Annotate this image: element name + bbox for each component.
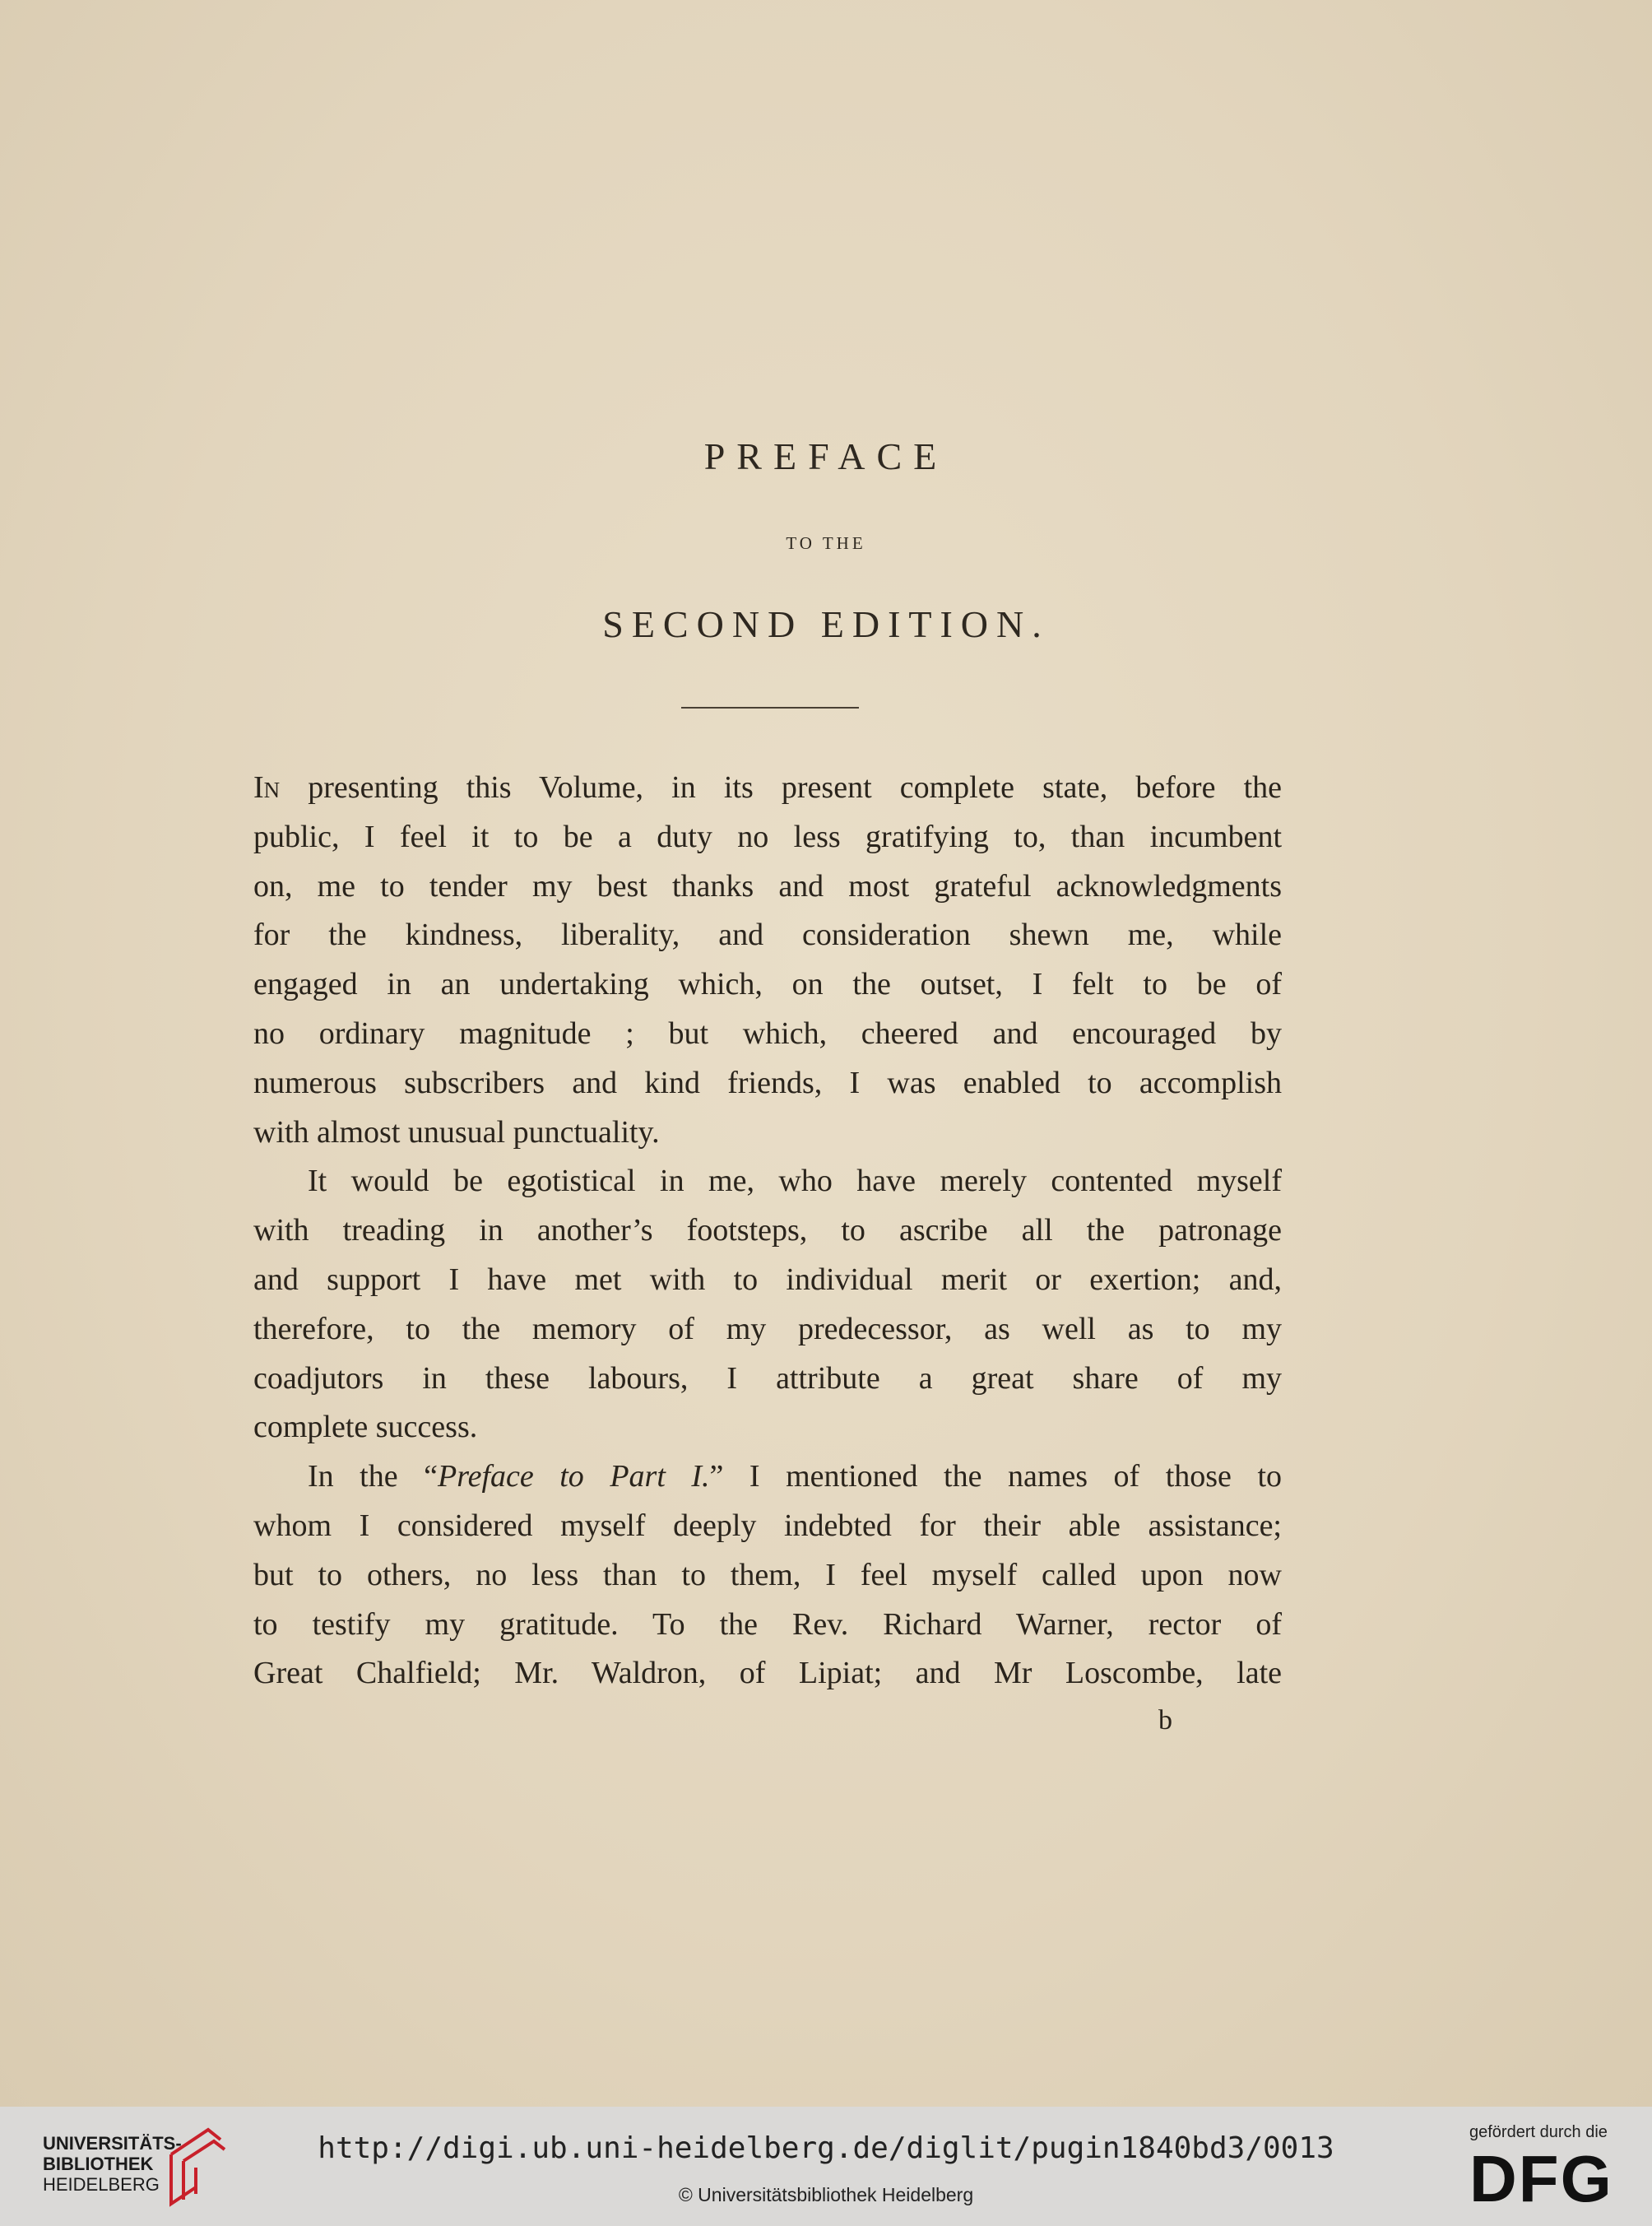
to-the-heading: TO THE [786,533,866,553]
signature-mark: b [1158,1705,1172,1736]
text-line: complete success. [253,1410,478,1445]
text-line: engaged in an undertaking which, on the outset, I felt to be of [253,967,1282,1002]
text-line: to testify my gratitude. To the Rev. Richard Warner, rector of [253,1606,1282,1642]
paragraph-3 [253,1452,1282,1699]
paragraph-1 [253,764,1282,1157]
library-line-3: HEIDELBERG [43,2174,160,2195]
text-line: whom I considered myself deeply indebted for their able assistance; [253,1508,1282,1543]
text-line: numerous subscribers and kind friends, I was enabled to accomplish [253,1065,1282,1100]
text-line: therefore, to the memory of my predecessor, as well as to my [253,1311,1282,1346]
copyright-notice: © Universitätsbibliothek Heidelberg [678,2184,974,2205]
footer-bar [0,2107,1652,2226]
text-line: on, me to tender my best thanks and most grateful acknowledgments [253,868,1282,904]
drop-word: In [253,770,281,805]
italic-title: Preface to Part I. [437,1459,710,1494]
divider-rule [681,707,859,709]
preface-body [253,764,1282,1699]
text-line [253,1452,1282,1502]
second-edition-heading: SECOND EDITION. [602,603,1050,645]
text-line: for the kindness, liberality, and consideration shewn me, while [253,918,1282,953]
paragraph-2 [253,1157,1282,1452]
line-text: ” I mentioned the names of those to [709,1459,1282,1494]
text-line: Great Chalfield; Mr. Waldron, of Lipiat; and Mr Loscombe, late [253,1656,1282,1691]
text-line: and support I have met with to individual merit or exertion; and, [253,1262,1282,1297]
preface-heading: PREFACE [703,435,949,477]
text-line: no ordinary magnitude ; but which, cheered and encouraged by [253,1015,1282,1051]
text-line: public, I feel it to be a duty no less gratifying to, than incumbent [253,819,1282,854]
dfg-logo[interactable]: DFG [1469,2142,1613,2215]
text-line: with almost unusual punctuality. [253,1114,660,1150]
funded-by-label: gefördert durch die [1469,2123,1608,2141]
text-line: coadjutors in these labours, I attribute a great share of my [253,1360,1282,1396]
text-line [253,764,1282,813]
permalink-url[interactable]: http://digi.ub.uni-heidelberg.de/diglit/pugin1840bd3/0013 [318,2131,1334,2165]
library-line-1: UNIVERSITÄTS- [43,2133,182,2154]
library-line-2: BIBLIOTHEK [43,2154,154,2174]
text-line: but to others, no less than to them, I feel myself called upon now [253,1557,1282,1592]
text-line: with treading in another’s footsteps, to ascribe all the patronage [253,1213,1282,1248]
line-text: In the “ [308,1459,438,1494]
text-line: It would be egotistical in me, who have merely contented myself [308,1164,1282,1199]
line-text: presenting this Volume, in its present complete state, before the [280,770,1282,805]
